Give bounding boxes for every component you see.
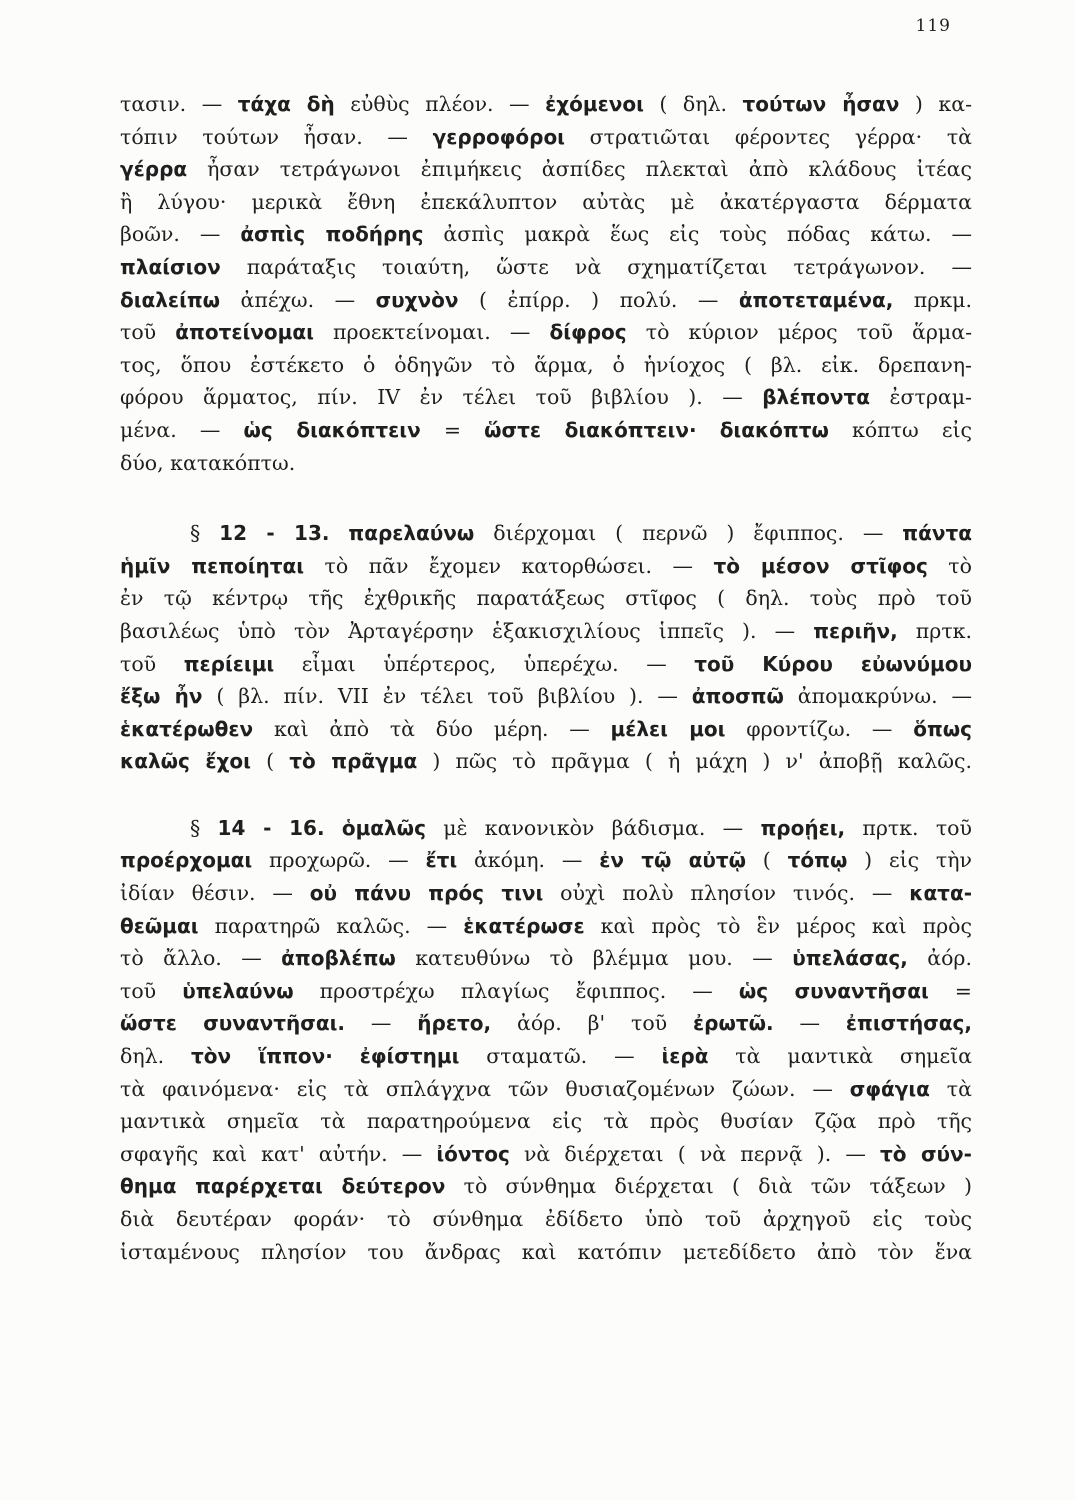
text-run: στρατιῶται φέροντες γέρρα· τὰ bbox=[564, 124, 973, 149]
text-run: ( bbox=[746, 848, 788, 873]
text-run: φόρου ἅρματος, πίν. IV ἐν τέλει τοῦ βιβλίου ). — bbox=[120, 385, 763, 410]
text-run: ἀπέχω. — bbox=[220, 287, 376, 312]
text-line bbox=[120, 1138, 972, 1171]
headword: ἱερὰ bbox=[661, 1044, 709, 1069]
text-line bbox=[120, 680, 972, 713]
headword: κατα- bbox=[909, 881, 972, 906]
headword: τούτων ἦσαν bbox=[742, 92, 900, 116]
text-run: ) πῶς τὸ πρᾶγμα ( ἡ μάχη ) ν' ἀποβῇ καλῶς. bbox=[417, 749, 972, 774]
headword: ὅπως bbox=[913, 716, 973, 741]
text-run: ἱσταμένους πλησίον του ἄνδρας καὶ κατόπιν μετεδίδετο ἀπὸ τὸν ἕνα bbox=[120, 1239, 972, 1264]
page-body bbox=[120, 88, 972, 1268]
text-line bbox=[120, 910, 972, 943]
text-run: προεκτείνομαι. — bbox=[313, 320, 550, 345]
text-run bbox=[697, 418, 720, 442]
headword: προέρχομαι bbox=[120, 848, 253, 873]
headword: τὸ σύν- bbox=[879, 1141, 972, 1166]
text-line bbox=[120, 218, 972, 251]
text-run: μὲ κανονικὸν βάδισμα. — bbox=[425, 815, 761, 840]
text-line bbox=[120, 121, 972, 154]
text-run: — bbox=[773, 1011, 846, 1036]
text-run: τὸ σύνθημα διέρχεται ( διὰ τῶν τάξεων ) bbox=[445, 1174, 972, 1199]
text-run: τοῦ bbox=[120, 651, 184, 676]
headword: συχνὸν bbox=[375, 287, 459, 312]
headword: περιῆν, bbox=[813, 618, 898, 643]
text-line bbox=[120, 1236, 972, 1269]
section-gap bbox=[120, 778, 972, 812]
text-line bbox=[120, 550, 972, 583]
text-run: ἐστραμ- bbox=[870, 385, 972, 410]
text-run: πρκμ. bbox=[893, 287, 972, 312]
text-run: ἀπομακρύνω. — bbox=[783, 684, 972, 709]
text-line bbox=[120, 349, 972, 382]
text-run: ἦσαν τετράγωνοι ἐπιμήκεις ἀσπίδες πλεκταὶ ἀπὸ κλάδους ἰτέας bbox=[187, 157, 972, 182]
headword: τόπῳ bbox=[787, 848, 848, 873]
headword: ἔξω ἦν bbox=[120, 684, 203, 709]
headword: ἐν τῷ αὐτῷ bbox=[599, 848, 746, 873]
text-run: ( ἐπίρρ. ) πολύ. — bbox=[458, 287, 739, 312]
headword: ἀποτεταμένα, bbox=[738, 287, 894, 312]
text-line bbox=[120, 615, 972, 648]
headword: ἐχόμενοι bbox=[545, 92, 644, 116]
glossary-block-12-13 bbox=[120, 517, 972, 778]
text-line bbox=[120, 517, 972, 550]
headword: ἔτι bbox=[425, 848, 458, 873]
headword: βλέποντα bbox=[762, 385, 871, 410]
headword: ἰόντος bbox=[436, 1141, 510, 1166]
headword: πλαίσιον bbox=[120, 254, 221, 279]
text-run: μαντικὰ σημεῖα τὰ παρατηρούμενα εἰς τὰ πρὸς θυσίαν ζῷα πρὸ τῆς bbox=[120, 1109, 972, 1134]
headword: τοῦ Κύρου εὐωνύμου bbox=[694, 651, 972, 676]
text-run: κατευθύνω τὸ βλέμμα μου. — bbox=[395, 946, 793, 971]
text-run: πρτκ. bbox=[897, 618, 972, 643]
text-run: ( δηλ. bbox=[643, 92, 743, 116]
text-run: = bbox=[928, 978, 972, 1003]
text-run: ) εἰς τὴν bbox=[847, 848, 972, 873]
headword: γερροφόροι bbox=[432, 124, 565, 149]
text-run: βασιλέως ὑπὸ τὸν Ἀρταγέρσην ἑξακισχιλίους ἱππεῖς ). — bbox=[120, 618, 814, 643]
text-run: ἀκόμη. — bbox=[457, 848, 600, 873]
headword: ὁμαλῶς bbox=[341, 815, 426, 840]
text-run: = bbox=[420, 417, 485, 442]
text-line bbox=[120, 316, 972, 349]
text-run: ἀόρ. β' τοῦ bbox=[491, 1011, 694, 1036]
text-line bbox=[120, 648, 972, 681]
text-line bbox=[120, 251, 972, 284]
text-run: τὰ φαινόμενα· εἰς τὰ σπλάγχνα τῶν θυσιαζομένων ζώων. — bbox=[120, 1076, 850, 1101]
text-run: νὰ διέρχεται ( νὰ περνᾷ ). — bbox=[509, 1141, 880, 1166]
text-run: οὐχὶ πολὺ πλησίον τινός. — bbox=[543, 881, 910, 906]
text-run: παρατηρῶ καλῶς. — bbox=[198, 913, 464, 938]
headword: τὸ μέσον στῖφος bbox=[713, 553, 928, 578]
text-line bbox=[120, 1007, 972, 1040]
text-run: μένα. — bbox=[120, 417, 244, 442]
glossary-block-14-16 bbox=[120, 812, 972, 1268]
headword: ἤρετο, bbox=[417, 1011, 492, 1036]
headword: μέλει μοι bbox=[610, 716, 726, 741]
text-line bbox=[120, 1203, 972, 1236]
text-line bbox=[120, 975, 972, 1008]
text-run: πρτκ. τοῦ bbox=[845, 815, 972, 840]
text-run: τος, ὅπου ἐστέκετο ὁ ὁδηγῶν τὸ ἅρμα, ὁ ἡνίοχος ( βλ. εἰκ. δρεπανη- bbox=[120, 352, 972, 377]
text-line bbox=[120, 447, 972, 480]
headword: ἀποτείνομαι bbox=[175, 320, 314, 345]
text-run: ἀσπὶς μακρὰ ἕως εἰς τοὺς πόδας κάτω. — bbox=[423, 222, 972, 247]
headword: πάντα bbox=[902, 521, 972, 546]
headword: ἀποβλέπω bbox=[281, 946, 396, 971]
text-line bbox=[120, 1170, 972, 1203]
headword: ὡς διακόπτειν bbox=[243, 417, 421, 442]
text-run: καὶ ἀπὸ τὰ δύο μέρη. — bbox=[253, 716, 611, 741]
text-run: δύο, κατακόπτω. bbox=[120, 450, 296, 475]
text-run: τοῦ bbox=[120, 320, 176, 345]
headword: περίειμι bbox=[183, 651, 275, 676]
headword: ἐπιστήσας, bbox=[845, 1011, 972, 1036]
text-line bbox=[120, 942, 972, 975]
text-run: ἰδίαν θέσιν. — bbox=[120, 881, 310, 906]
text-run: εἶμαι ὑπέρτερος, ὑπερέχω. — bbox=[274, 651, 695, 676]
text-run: δηλ. bbox=[120, 1044, 192, 1069]
text-run bbox=[329, 521, 348, 545]
text-line bbox=[120, 284, 972, 317]
text-line bbox=[120, 381, 972, 414]
text-run: ( bbox=[250, 749, 290, 774]
text-line bbox=[120, 1105, 972, 1138]
headword: θημα παρέρχεται δεύτερον bbox=[120, 1174, 446, 1199]
text-line bbox=[120, 713, 972, 746]
text-run: τὸ bbox=[927, 553, 972, 578]
text-run: ( βλ. πίν. VII ἐν τέλει τοῦ βιβλίου ). — bbox=[202, 684, 692, 709]
text-run: παράταξις τοιαύτη, ὥστε νὰ σχηματίζεται τετράγωνον. — bbox=[220, 254, 972, 279]
text-run: τόπιν τούτων ἦσαν. — bbox=[120, 124, 433, 149]
text-run: § bbox=[190, 521, 220, 546]
headword: 14 - 16. bbox=[217, 815, 325, 840]
headword: ὑπελαύνω bbox=[182, 978, 294, 1003]
text-line bbox=[120, 1040, 972, 1073]
text-run: τοῦ bbox=[120, 978, 183, 1003]
text-run bbox=[325, 816, 342, 840]
headword: διαλείπω bbox=[120, 287, 221, 312]
headword: 12 - 13. bbox=[219, 521, 330, 546]
text-run: — bbox=[344, 1011, 418, 1036]
headword: προῄει, bbox=[760, 815, 846, 840]
headword: καλῶς ἔχοι bbox=[120, 749, 251, 774]
text-line bbox=[120, 1073, 972, 1106]
headword: ἡμῖν πεποίηται bbox=[120, 553, 305, 578]
headword: ἑκατέρωθεν bbox=[120, 716, 254, 741]
text-run: ) κα- bbox=[899, 92, 972, 116]
headword: ὡς συναντῆσαι bbox=[738, 978, 929, 1003]
text-run: βοῶν. — bbox=[120, 222, 241, 247]
text-run: τὰ bbox=[929, 1076, 972, 1101]
headword: ἀσπὶς ποδήρης bbox=[240, 222, 424, 247]
text-run: προχωρῶ. — bbox=[252, 848, 426, 873]
text-line bbox=[120, 88, 972, 121]
headword: τὸ πρᾶγμα bbox=[289, 749, 418, 774]
text-run: τὸ κύριον μέρος τοῦ ἅρμα- bbox=[626, 320, 973, 345]
headword: δίφρος bbox=[549, 320, 627, 345]
text-run: ἐν τῷ κέντρῳ τῆς ἐχθρικῆς παρατάξεως στῖφος ( δηλ. τοὺς πρὸ τοῦ bbox=[120, 586, 972, 611]
text-run: ἢ λύγου· μερικὰ ἔθνη ἐπεκάλυπτον αὐτὰς μὲ ἀκατέργαστα δέρματα bbox=[120, 189, 972, 214]
text-run: κόπτω εἰς bbox=[828, 417, 972, 442]
headword: ἀποσπῶ bbox=[691, 684, 784, 709]
headword: παρελαύνω bbox=[348, 521, 475, 546]
headword: ὥστε συναντῆσαι. bbox=[120, 1011, 345, 1036]
headword: σφάγια bbox=[849, 1076, 930, 1101]
text-run bbox=[333, 1044, 360, 1068]
text-line bbox=[120, 186, 972, 219]
headword: γέρρα bbox=[120, 157, 188, 182]
text-run: προστρέχω πλαγίως ἔφιππος. — bbox=[293, 978, 739, 1003]
text-run: τὸ πᾶν ἔχομεν κατορθώσει. — bbox=[304, 553, 714, 578]
headword: ἐφίστημι bbox=[359, 1044, 460, 1069]
text-line bbox=[120, 153, 972, 186]
headword: τάχα δὴ bbox=[237, 92, 335, 116]
text-run: ἀόρ. bbox=[907, 946, 972, 971]
text-run: τὸ ἄλλο. — bbox=[120, 946, 282, 971]
headword: ἐρωτῶ. bbox=[693, 1011, 774, 1036]
text-line bbox=[120, 812, 972, 845]
headword: θεῶμαι bbox=[120, 913, 199, 938]
text-run: εὐθὺς πλέον. — bbox=[334, 92, 546, 116]
text-run: καὶ πρὸς τὸ ἓν μέρος καὶ πρὸς bbox=[584, 913, 973, 938]
page-number: 119 bbox=[915, 16, 951, 36]
text-run: σταματῶ. — bbox=[459, 1044, 662, 1069]
headword: ἑκατέρωσε bbox=[463, 913, 585, 938]
glossary-block-1 bbox=[120, 88, 972, 479]
text-line bbox=[120, 844, 972, 877]
headword: ὥστε διακόπτειν· bbox=[484, 417, 697, 442]
headword: τὸν ἵππον· bbox=[191, 1044, 333, 1069]
headword: οὐ πάνυ πρός τινι bbox=[309, 881, 544, 906]
text-run: τὰ μαντικὰ σημεῖα bbox=[708, 1044, 973, 1069]
text-run: φροντίζω. — bbox=[725, 716, 914, 741]
text-run: διὰ δευτέραν φοράν· τὸ σύνθημα ἐδίδετο ὑπὸ τοῦ ἀρχηγοῦ εἰς τοὺς bbox=[120, 1207, 972, 1231]
text-line bbox=[120, 745, 972, 778]
text-run: § bbox=[190, 815, 218, 840]
text-line bbox=[120, 582, 972, 615]
text-line bbox=[120, 877, 972, 910]
section-gap bbox=[120, 479, 972, 517]
headword: διακόπτω bbox=[719, 417, 829, 442]
text-line bbox=[120, 414, 972, 447]
text-run: τασιν. — bbox=[120, 92, 238, 116]
headword: ὑπελάσας, bbox=[792, 946, 908, 971]
text-run: διέρχομαι ( περνῶ ) ἔφιππος. — bbox=[474, 521, 903, 546]
text-run: σφαγῆς καὶ κατ' αὐτήν. — bbox=[120, 1141, 437, 1166]
